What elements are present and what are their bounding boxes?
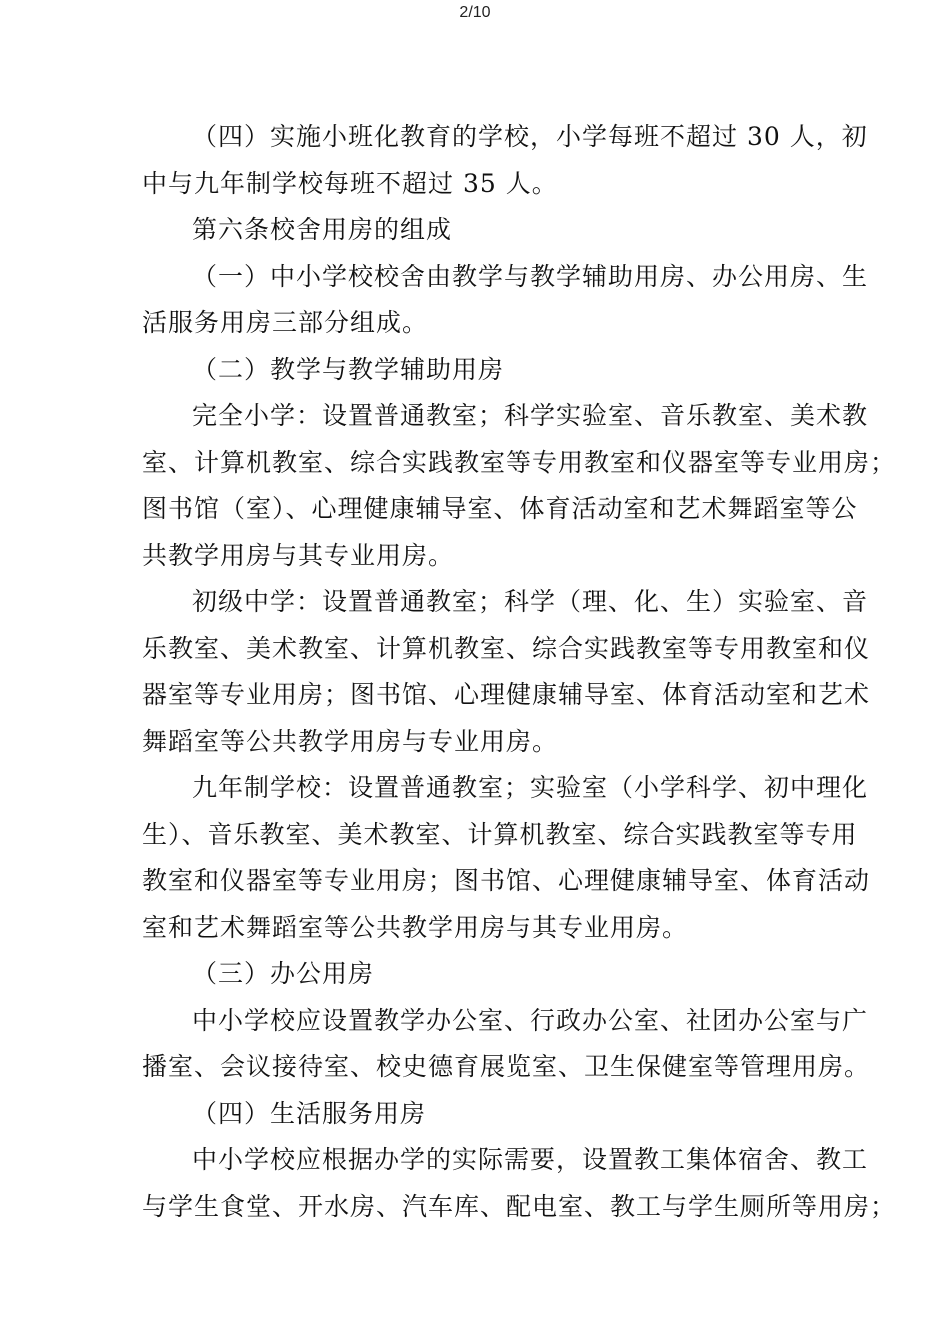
text-line: 器室等专业用房；图书馆、心理健康辅导室、体育活动室和艺术 — [142, 680, 871, 709]
text-line: （四）实施小班化教育的学校，小学每班不超过 30 人，初 — [192, 122, 868, 151]
article-heading — [142, 207, 862, 254]
text-line: 播室、会议接待室、校史德育展览室、卫生保健室等管理用房。 — [142, 1052, 871, 1081]
text-line: 教室和仪器室等专业用房；图书馆、心理健康辅导室、体育活动 — [142, 866, 871, 895]
text-line: （三）办公用房 — [192, 959, 375, 988]
text-line: 乐教室、美术教室、计算机教室、综合实践教室等专用教室和仪 — [142, 633, 871, 663]
text-line: 活服务用房三部分组成。 — [142, 308, 429, 337]
text-line: 与学生食堂、开水房、汽车库、配电室、教工与学生厕所等用房； — [142, 1191, 897, 1221]
text-line: 室、计算机教室、综合实践教室等专用教室和仪器室等专业用房； — [142, 447, 897, 477]
paragraph-nine-year-school — [142, 765, 871, 951]
paragraph-class-size — [142, 114, 868, 207]
section-heading-service-rooms — [142, 1091, 862, 1138]
document-body — [142, 114, 897, 1230]
text-line: （二）教学与教学辅助用房 — [192, 354, 505, 384]
text-line: 室和艺术舞蹈室等公共教学用房与其专业用房。 — [142, 912, 689, 942]
text-line: 中与九年制学校每班不超过 35 人。 — [142, 168, 558, 198]
page-number: 2/10 — [459, 4, 491, 21]
section-heading-teaching-rooms — [142, 347, 862, 394]
text-line: 九年制学校：设置普通教室；实验室（小学科学、初中理化 — [192, 773, 869, 802]
text-line: 完全小学：设置普通教室；科学实验室、音乐教室、美术教 — [192, 401, 869, 430]
section-heading-office-rooms — [142, 951, 862, 998]
text-line: 第六条校舍用房的组成 — [192, 215, 453, 244]
paragraph-office-rooms — [142, 998, 871, 1091]
text-line: （四）生活服务用房 — [192, 1098, 427, 1128]
text-line: 图书馆（室）、心理健康辅导室、体育活动室和艺术舞蹈室等公 — [142, 494, 858, 523]
text-line: 舞蹈室等公共教学用房与专业用房。 — [142, 726, 559, 756]
text-line: 生）、音乐教室、美术教室、计算机教室、综合实践教室等专用 — [142, 819, 858, 849]
text-line: 初级中学：设置普通教室；科学（理、化、生）实验室、音 — [192, 587, 869, 616]
paragraph-junior-middle-school — [142, 579, 871, 765]
paragraph-service-rooms — [142, 1137, 897, 1230]
text-line: （一）中小学校校舍由教学与教学辅助用房、办公用房、生 — [192, 261, 869, 291]
paragraph-primary-school — [142, 393, 897, 579]
text-line: 中小学校应设置教学办公室、行政办公室、社团办公室与广 — [192, 1005, 869, 1035]
paragraph-building-composition — [142, 254, 869, 347]
text-line: 中小学校应根据办学的实际需要，设置教工集体宿舍、教工 — [192, 1145, 869, 1174]
text-line: 共教学用房与其专业用房。 — [142, 540, 455, 570]
